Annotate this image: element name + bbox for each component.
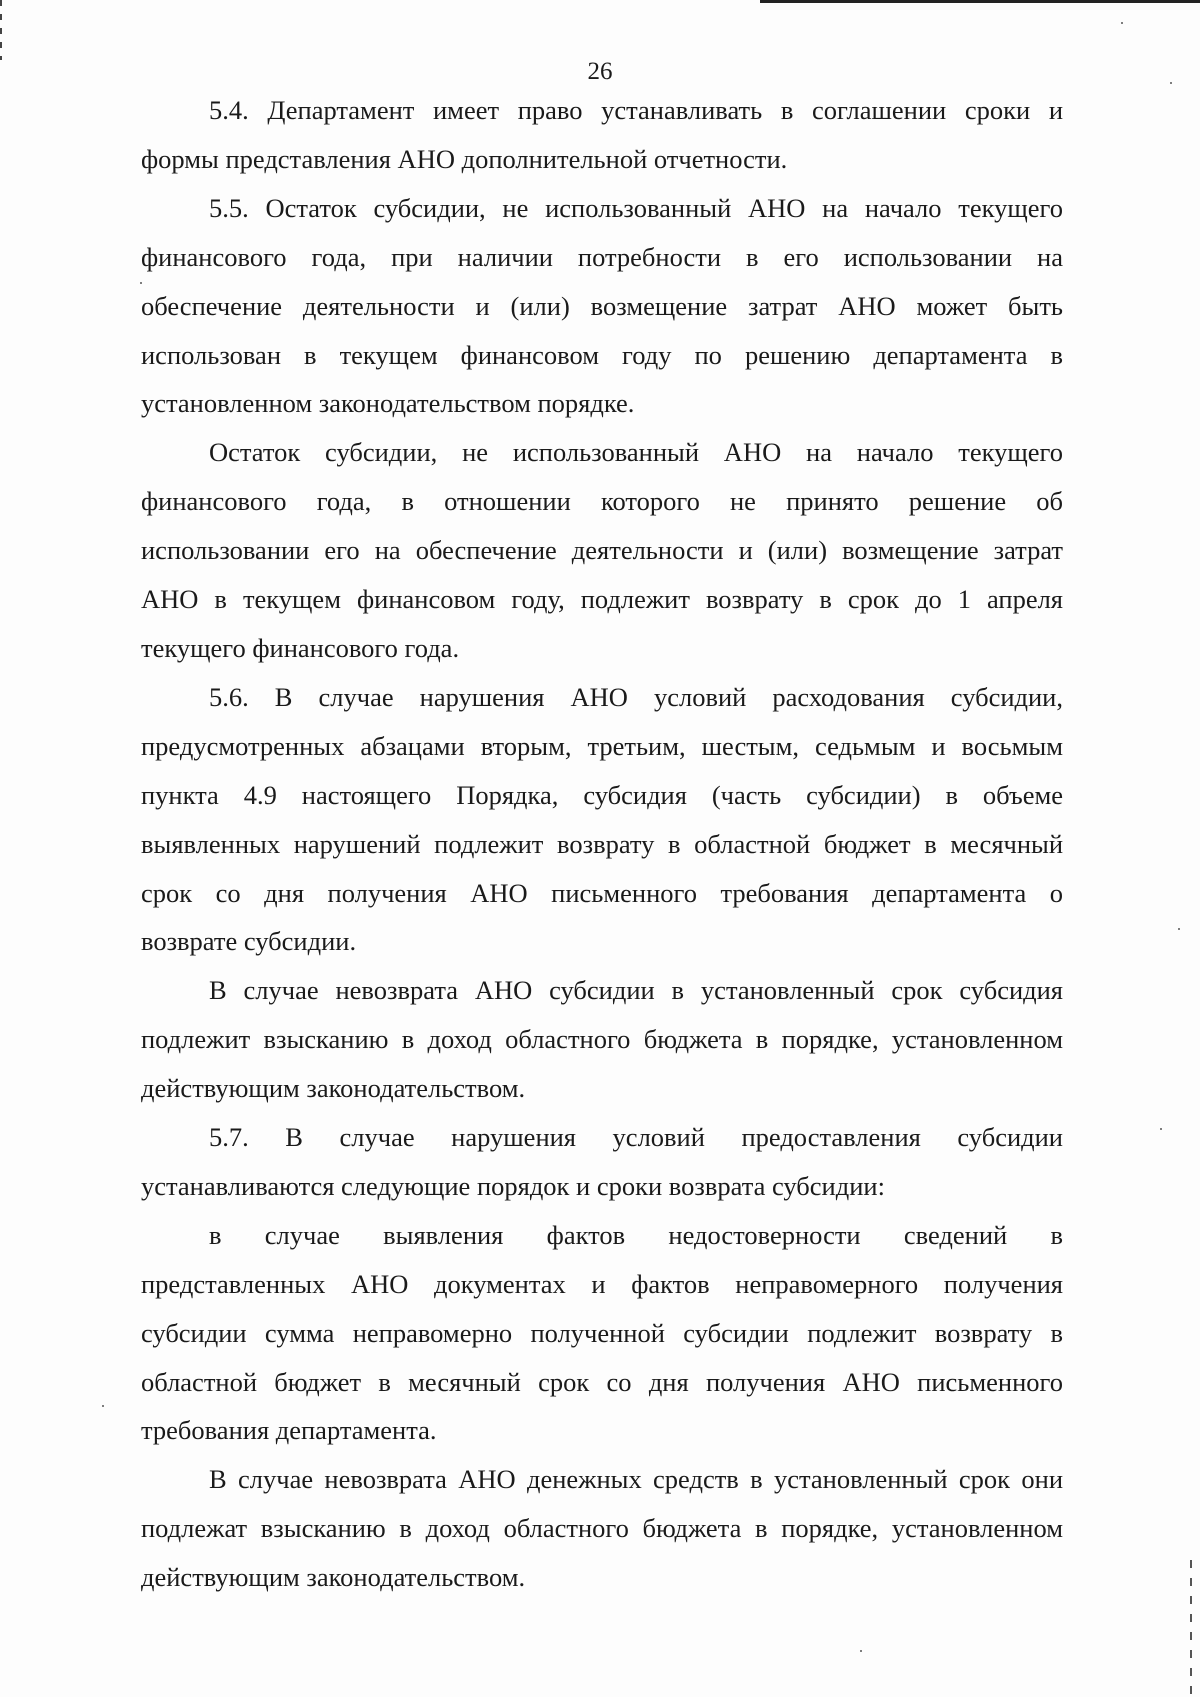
document-body bbox=[141, 86, 1063, 1602]
paragraph-6-line: 5.7. В случае нарушения условий предоставления субсидии bbox=[209, 1122, 1063, 1153]
paragraph-3-line: текущего финансового года. bbox=[141, 632, 460, 663]
scan-speck bbox=[860, 1650, 862, 1652]
paragraph-5-line: В случае невозврата АНО субсидии в установленный срок субсидия bbox=[209, 975, 1063, 1006]
paragraph-4-line: 5.6. В случае нарушения АНО условий расходования субсидии, bbox=[209, 681, 1063, 712]
paragraph-3-line: финансового года, в отношении которого не принято решение об bbox=[141, 486, 1063, 517]
paragraph-4-line: срок со дня получения АНО письменного требования департамента о bbox=[141, 877, 1063, 908]
paragraph-7-line: субсидии сумма неправомерно полученной субсидии подлежит возврату в bbox=[141, 1317, 1063, 1348]
paragraph-7-line: в случае выявления фактов недостоверности сведений в bbox=[209, 1219, 1063, 1250]
paragraph-8-line: В случае невозврата АНО денежных средств в установленный срок они bbox=[209, 1464, 1063, 1495]
scan-speck bbox=[1178, 928, 1180, 930]
paragraph-3-line: использовании его на обеспечение деятельности и (или) возмещение затрат bbox=[141, 535, 1063, 566]
paragraph-3-line: АНО в текущем финансовом году, подлежит возврату в срок до 1 апреля bbox=[141, 584, 1063, 615]
scan-edge-top bbox=[760, 0, 1200, 3]
scan-edge-left bbox=[0, 0, 2, 60]
paragraph-2-line: использован в текущем финансовом году по решению департамента в bbox=[141, 339, 1063, 370]
paragraph-1-line: формы представления АНО дополнительной отчетности. bbox=[141, 143, 788, 174]
paragraph-4-line: выявленных нарушений подлежит возврату в областной бюджет в месячный bbox=[141, 828, 1063, 859]
paragraph-8-line: подлежат взысканию в доход областного бюджета в порядке, установленном bbox=[141, 1513, 1063, 1544]
scan-edge-right bbox=[1190, 1560, 1192, 1697]
paragraph-3-line: Остаток субсидии, не использованный АНО на начало текущего bbox=[209, 437, 1063, 468]
paragraph-2-line: установленном законодательством порядке. bbox=[141, 388, 635, 419]
paragraph-7-line: требования департамента. bbox=[141, 1415, 437, 1446]
paragraph-5-line: подлежит взысканию в доход областного бюджета в порядке, установленном bbox=[141, 1024, 1063, 1055]
scan-speck bbox=[1121, 22, 1123, 24]
paragraph-4-line: возврате субсидии. bbox=[141, 926, 357, 957]
paragraph-8-line: действующим законодательством. bbox=[141, 1562, 526, 1593]
paragraph-4-line: предусмотренных абзацами вторым, третьим, шестым, седьмым и восьмым bbox=[141, 730, 1063, 761]
paragraph-2-line: финансового года, при наличии потребности в его использовании на bbox=[141, 241, 1063, 272]
paragraph-4-line: пункта 4.9 настоящего Порядка, субсидия (часть субсидии) в объеме bbox=[141, 779, 1063, 810]
paragraph-2-line: 5.5. Остаток субсидии, не использованный АНО на начало текущего bbox=[209, 192, 1063, 223]
paragraph-7-line: областной бюджет в месячный срок со дня получения АНО письменного bbox=[141, 1366, 1063, 1397]
paragraph-2-line: обеспечение деятельности и (или) возмещение затрат АНО может быть bbox=[141, 290, 1063, 321]
scan-speck bbox=[1160, 1128, 1162, 1130]
paragraph-7-line: представленных АНО документах и фактов неправомерного получения bbox=[141, 1268, 1063, 1299]
page-number: 26 bbox=[587, 58, 613, 85]
scan-speck bbox=[102, 1405, 104, 1407]
paragraph-5-line: действующим законодательством. bbox=[141, 1073, 526, 1104]
paragraph-1-line: 5.4. Департамент имеет право устанавливать в соглашении сроки и bbox=[209, 95, 1063, 125]
paragraph-6-line: устанавливаются следующие порядок и сроки возврата субсидии: bbox=[141, 1170, 885, 1201]
